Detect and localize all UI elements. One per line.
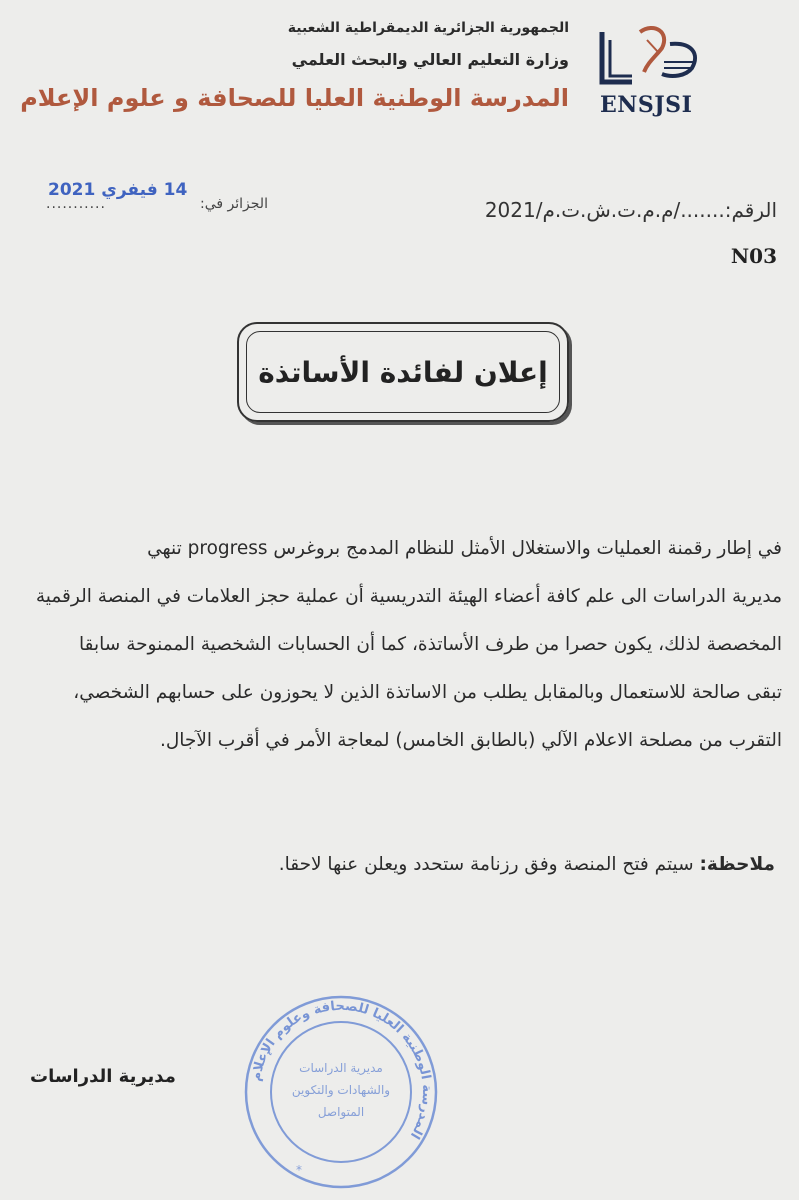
republic-header: الجمهورية الجزائرية الديمقراطية الشعبية bbox=[287, 20, 569, 36]
ministry-header: وزارة التعليم العالي والبحث العلمي bbox=[291, 50, 569, 69]
svg-text:والشهادات والتكوين: والشهادات والتكوين bbox=[291, 1083, 391, 1097]
date-dots: ........... bbox=[46, 196, 106, 212]
note bbox=[279, 854, 775, 875]
svg-text:المدرسة الوطنية العليا للصحافة: المدرسة الوطنية العليا للصحافة وعلوم الإعلام bbox=[248, 998, 435, 1142]
body-line: المخصصة لذلك، يكون حصرا من طرف الأساتذة، كما أن الحسابات الشخصية الممنوحة سابقا bbox=[79, 634, 782, 655]
body-line: تبقى صالحة للاستعمال وبالمقابل يطلب من الاساتذة الذين لا يحوزون على حسابهم الشخصي، bbox=[73, 682, 782, 703]
date-stamp: 14 فيفري 2021 bbox=[48, 180, 188, 200]
announcement-body bbox=[30, 525, 782, 765]
title-inner-frame bbox=[246, 331, 560, 413]
body-line: التقرب من مصلحة الاعلام الآلي (بالطابق الخامس) لمعاجة الأمر في أقرب الآجال. bbox=[159, 730, 782, 751]
reference-code: N03 bbox=[730, 244, 777, 268]
reference-number: الرقم:......./م.م.ت.ش.ت.م/2021 bbox=[484, 198, 777, 222]
note-label: ملاحظة: bbox=[699, 854, 775, 875]
body-line: في إطار رقمنة العمليات والاستغلال الأمثل للنظام المدمج بروغرس progress تنهي bbox=[147, 538, 782, 559]
school-logo-text: ENSJSI bbox=[600, 92, 693, 118]
svg-text:مديرية الدراسات: مديرية الدراسات bbox=[299, 1061, 383, 1075]
announcement-title: إعلان لفائدة الأساتذة bbox=[258, 355, 548, 389]
school-name-header: المدرسة الوطنية العليا للصحافة و علوم الإعلام bbox=[20, 84, 569, 112]
note-text: سيتم فتح المنصة وفق رزنامة ستحدد ويعلن عنها لاحقا. bbox=[278, 854, 694, 875]
title-frame bbox=[237, 322, 569, 422]
body-line: مديرية الدراسات الى علم كافة أعضاء الهيئة التدريسية أن عملية حجز العلامات في المنصة الرقمية bbox=[35, 586, 782, 607]
svg-text:المتواصل: المتواصل bbox=[317, 1105, 365, 1119]
official-seal-stamp bbox=[236, 992, 446, 1192]
svg-text:*: * bbox=[296, 1163, 302, 1177]
date-label: الجزائر في: bbox=[200, 196, 268, 212]
signatory: مديرية الدراسات bbox=[30, 1066, 176, 1087]
